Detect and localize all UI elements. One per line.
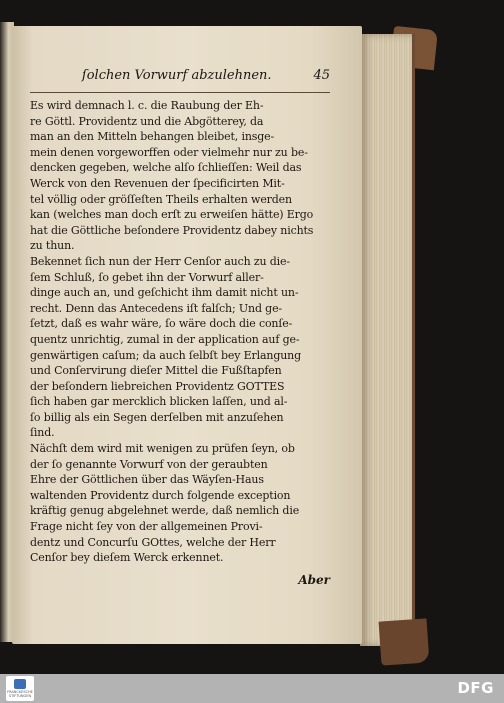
library-emblem-icon: [14, 679, 26, 689]
catchword: Aber: [298, 573, 330, 587]
header-rule: [30, 92, 330, 93]
text-line: ſich haben gar mercklich blicken laſſen, und al-: [30, 395, 288, 409]
dfg-logo[interactable]: DFG: [457, 679, 494, 697]
text-line: hat die Göttliche beſondere Providentz dabey nichts: [30, 223, 314, 237]
text-line: zu thun.: [30, 239, 75, 253]
text-line: man an den Mitteln behangen bleibet, insge-: [30, 130, 275, 144]
text-line: ſo billig als ein Segen derſelben mit anzuſehen: [30, 410, 284, 424]
text-line: recht. Denn das Antecedens iſt falſch; Und ge-: [30, 301, 283, 315]
text-line: genwärtigen caſum; da auch ſelbſt bey Erlangung: [30, 348, 301, 362]
text-line: Ehre der Göttlichen über das Wäyſen-Haus: [30, 473, 264, 487]
page-number: 45: [313, 68, 330, 83]
text-line: quentz unrichtig, zumal in der application auf ge-: [30, 332, 300, 346]
text-line: ſind.: [30, 426, 55, 440]
running-head-title: ſolchen Vorwurf abzulehnen.: [81, 68, 272, 83]
text-line: und Conſervirung dieſer Mittel die Fußſtapfen: [30, 364, 282, 378]
text-line: Nächſt dem wird mit wenigen zu prüfen ſeyn, ob: [30, 442, 295, 456]
text-line: dentz und Concurſu GOttes, welche der Herr: [30, 535, 276, 549]
text-line: ſetzt, daß es wahr wäre, ſo wäre doch die conſe-: [30, 317, 293, 331]
text-line: Frage nicht ſey von der allgemeinen Provi-: [30, 520, 263, 534]
text-line: dencken gegeben, welche alſo ſchlieſſen: Weil das: [30, 161, 302, 175]
text-line: kräftig genug abgelehnet werde, daß nemlich die: [30, 504, 300, 518]
text-line: mein denen vorgeworffen oder vielmehr nur zu be-: [30, 145, 308, 159]
text-line: der beſondern liebreichen Providentz GOTTES: [30, 379, 285, 393]
text-line: tel völlig oder gröſſeſten Theils erhalten werden: [30, 192, 292, 206]
viewer-footer-bar: [0, 674, 504, 703]
text-line: Bekennet ſich nun der Herr Cenſor auch zu die-: [30, 254, 290, 268]
book-fore-edge: [360, 34, 415, 646]
text-line: Es wird demnach l. c. die Raubung der Eh-: [30, 99, 264, 112]
text-line: waltenden Providentz durch folgende exception: [30, 488, 291, 502]
library-logo[interactable]: [6, 676, 34, 701]
text-line: re Göttl. Providentz und die Abgötterey, da: [30, 114, 264, 128]
text-line: Werck von den Revenuen der ſpecificirten Mit-: [30, 176, 285, 190]
book-cover-corner-bottom: [379, 618, 430, 665]
text-line: ſem Schluß, ſo gebet ihn der Vorwurf aller-: [30, 270, 264, 284]
running-head: [40, 68, 330, 83]
text-line: Cenſor bey dieſem Werck erkennet.: [30, 551, 224, 565]
text-line: dinge auch an, und geſchicht ihm damit nicht un-: [30, 286, 299, 300]
body-text: [30, 98, 330, 566]
text-line: kan (welches man doch erſt zu erweiſen hätte) Ergo: [30, 208, 314, 222]
text-line: der ſo genannte Vorwurf von der geraubten: [30, 457, 268, 471]
library-logo-text: FRANCKESCHE STIFTUNGEN: [7, 690, 33, 698]
